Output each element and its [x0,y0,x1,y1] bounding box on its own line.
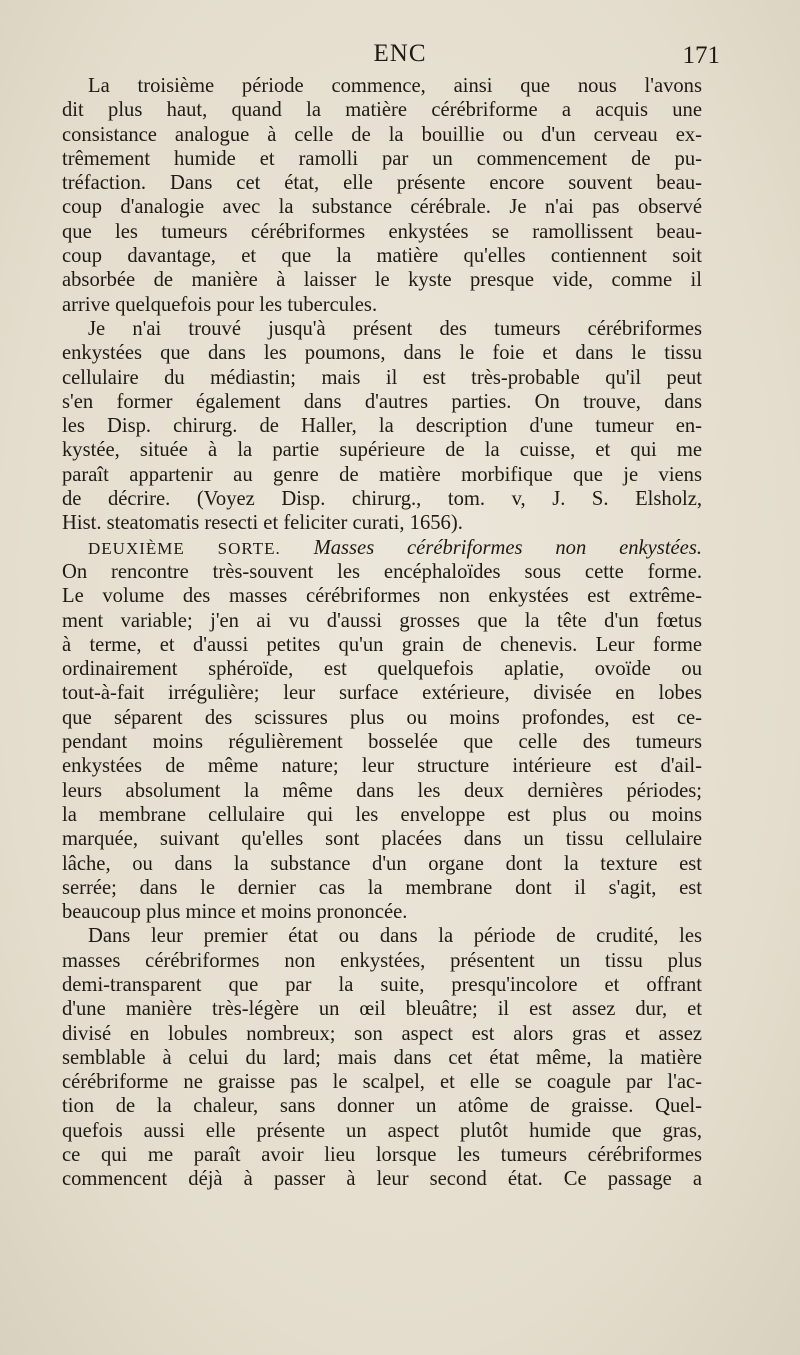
text-line: ment variable; j'en ai vu d'aussi grosses que la tête d'un fœtus [62,609,702,632]
text-line: Hist. steatomatis resecti et feliciter curati, 1656). [62,512,463,535]
paragraph [62,317,702,536]
text-line: la membrane cellulaire qui les enveloppe est plus ou moins [62,803,702,826]
text-line: enkystées que dans les poumons, dans le foie et dans le tissu [62,342,702,365]
text-line: cellulaire du médiastin; mais il est très-probable qu'il peut [62,366,702,389]
text-line: ce qui me paraît avoir lieu lorsque les tumeurs cérébriformes [62,1144,702,1167]
text-line: serrée; dans le dernier cas la membrane dont il s'agit, est [62,876,702,899]
text-line: pendant moins régulièrement bosselée que celle des tumeurs [62,731,702,754]
paragraph [62,924,702,1191]
paragraph [62,74,702,317]
text-line: Le volume des masses cérébriformes non enkystées est extrême- [62,585,702,608]
text-line: kystée, située à la partie supérieure de la cuisse, et qui me [62,439,702,462]
text-line: tion de la chaleur, sans donner un atôme de graisse. Quel- [62,1095,702,1118]
text-line: quefois aussi elle présente un aspect plutôt humide que gras, [62,1119,702,1142]
running-head: ENC [373,40,427,67]
text-line: demi-transparent que par la suite, presqu'incolore et offrant [62,973,702,996]
text-line: Dans leur premier état ou dans la période de crudité, les [88,925,702,948]
text-line: de décrire. (Voyez Disp. chirurg., tom. v, J. S. Elsholz, [62,488,702,511]
text-line: commencent déjà à passer à leur second état. Ce passage a [62,1168,702,1191]
text-line: masses cérébriformes non enkystées, présentent un tissu plus [62,949,702,972]
text-line: marquée, suivant qu'elles sont placées dans un tissu cellulaire [62,828,702,851]
text-line: Je n'ai trouvé jusqu'à présent des tumeurs cérébriformes [88,317,702,340]
text-line: coup d'analogie avec la substance cérébrale. Je n'ai pas observé [62,196,702,219]
text-line: arrive quelquefois pour les tubercules. [62,293,378,316]
text-line: trêmement humide et ramolli par un commencement de pu- [62,147,702,170]
text-line: dit plus haut, quand la matière cérébriforme a acquis une [62,99,702,122]
text-line: absorbée de manière à laisser le kyste presque vide, comme il [62,269,702,292]
text-line: semblable à celui du lard; mais dans cet état même, la matière [62,1046,702,1069]
text-line: beaucoup plus mince et moins prononcée. [62,901,408,924]
text-line: divisé en lobules nombreux; son aspect est alors gras et assez [62,1022,702,1045]
text-line: paraît appartenir au genre de matière morbifique que je viens [62,463,702,486]
text-line: les Disp. chirurg. de Haller, la description d'une tumeur en- [62,415,702,438]
section-heading [62,536,702,560]
text-line: s'en former également dans d'autres parties. On trouve, dans [62,390,702,413]
text-line: lâche, ou dans la substance d'un organe dont la texture est [62,852,702,875]
page-body [62,74,702,1192]
page-header [0,40,800,76]
paragraph [62,560,702,924]
text-line: que séparent des scissures plus ou moins profondes, est ce- [62,706,702,729]
text-line: cérébriforme ne graisse pas le scalpel, et elle se coagule par l'ac- [62,1071,702,1094]
text-line: leurs absolument la même dans les deux dernières périodes; [62,779,702,802]
text-line: ordinairement sphéroïde, est quelquefois aplatie, ovoïde ou [62,658,702,681]
text-line: On rencontre très-souvent les encéphaloïdes sous cette forme. [62,560,702,583]
text-line: La troisième période commence, ainsi que nous l'avons [88,75,702,97]
text-line: enkystées de même nature; leur structure intérieure est d'ail- [62,755,702,778]
text-line: à terme, et d'aussi petites qu'un grain de chenevis. Leur forme [62,633,702,656]
text-line: tout-à-fait irrégulière; leur surface extérieure, divisée en lobes [62,682,702,705]
text-line: coup davantage, et que la matière qu'elles contiennent soit [62,245,702,268]
sort-label: DEUXIÈME SORTE. [88,538,281,558]
page-number: 171 [682,42,720,69]
text-line: d'une manière très-légère un œil bleuâtre; il est assez dur, et [62,998,702,1021]
text-line: que les tumeurs cérébriformes enkystées se ramollissent beau- [62,220,702,243]
text-line: consistance analogue à celle de la bouillie ou d'un cerveau ex- [62,123,702,146]
text-line: tréfaction. Dans cet état, elle présente encore souvent beau- [62,172,702,195]
sort-title: Masses cérébriformes non enkystées. [313,536,702,559]
